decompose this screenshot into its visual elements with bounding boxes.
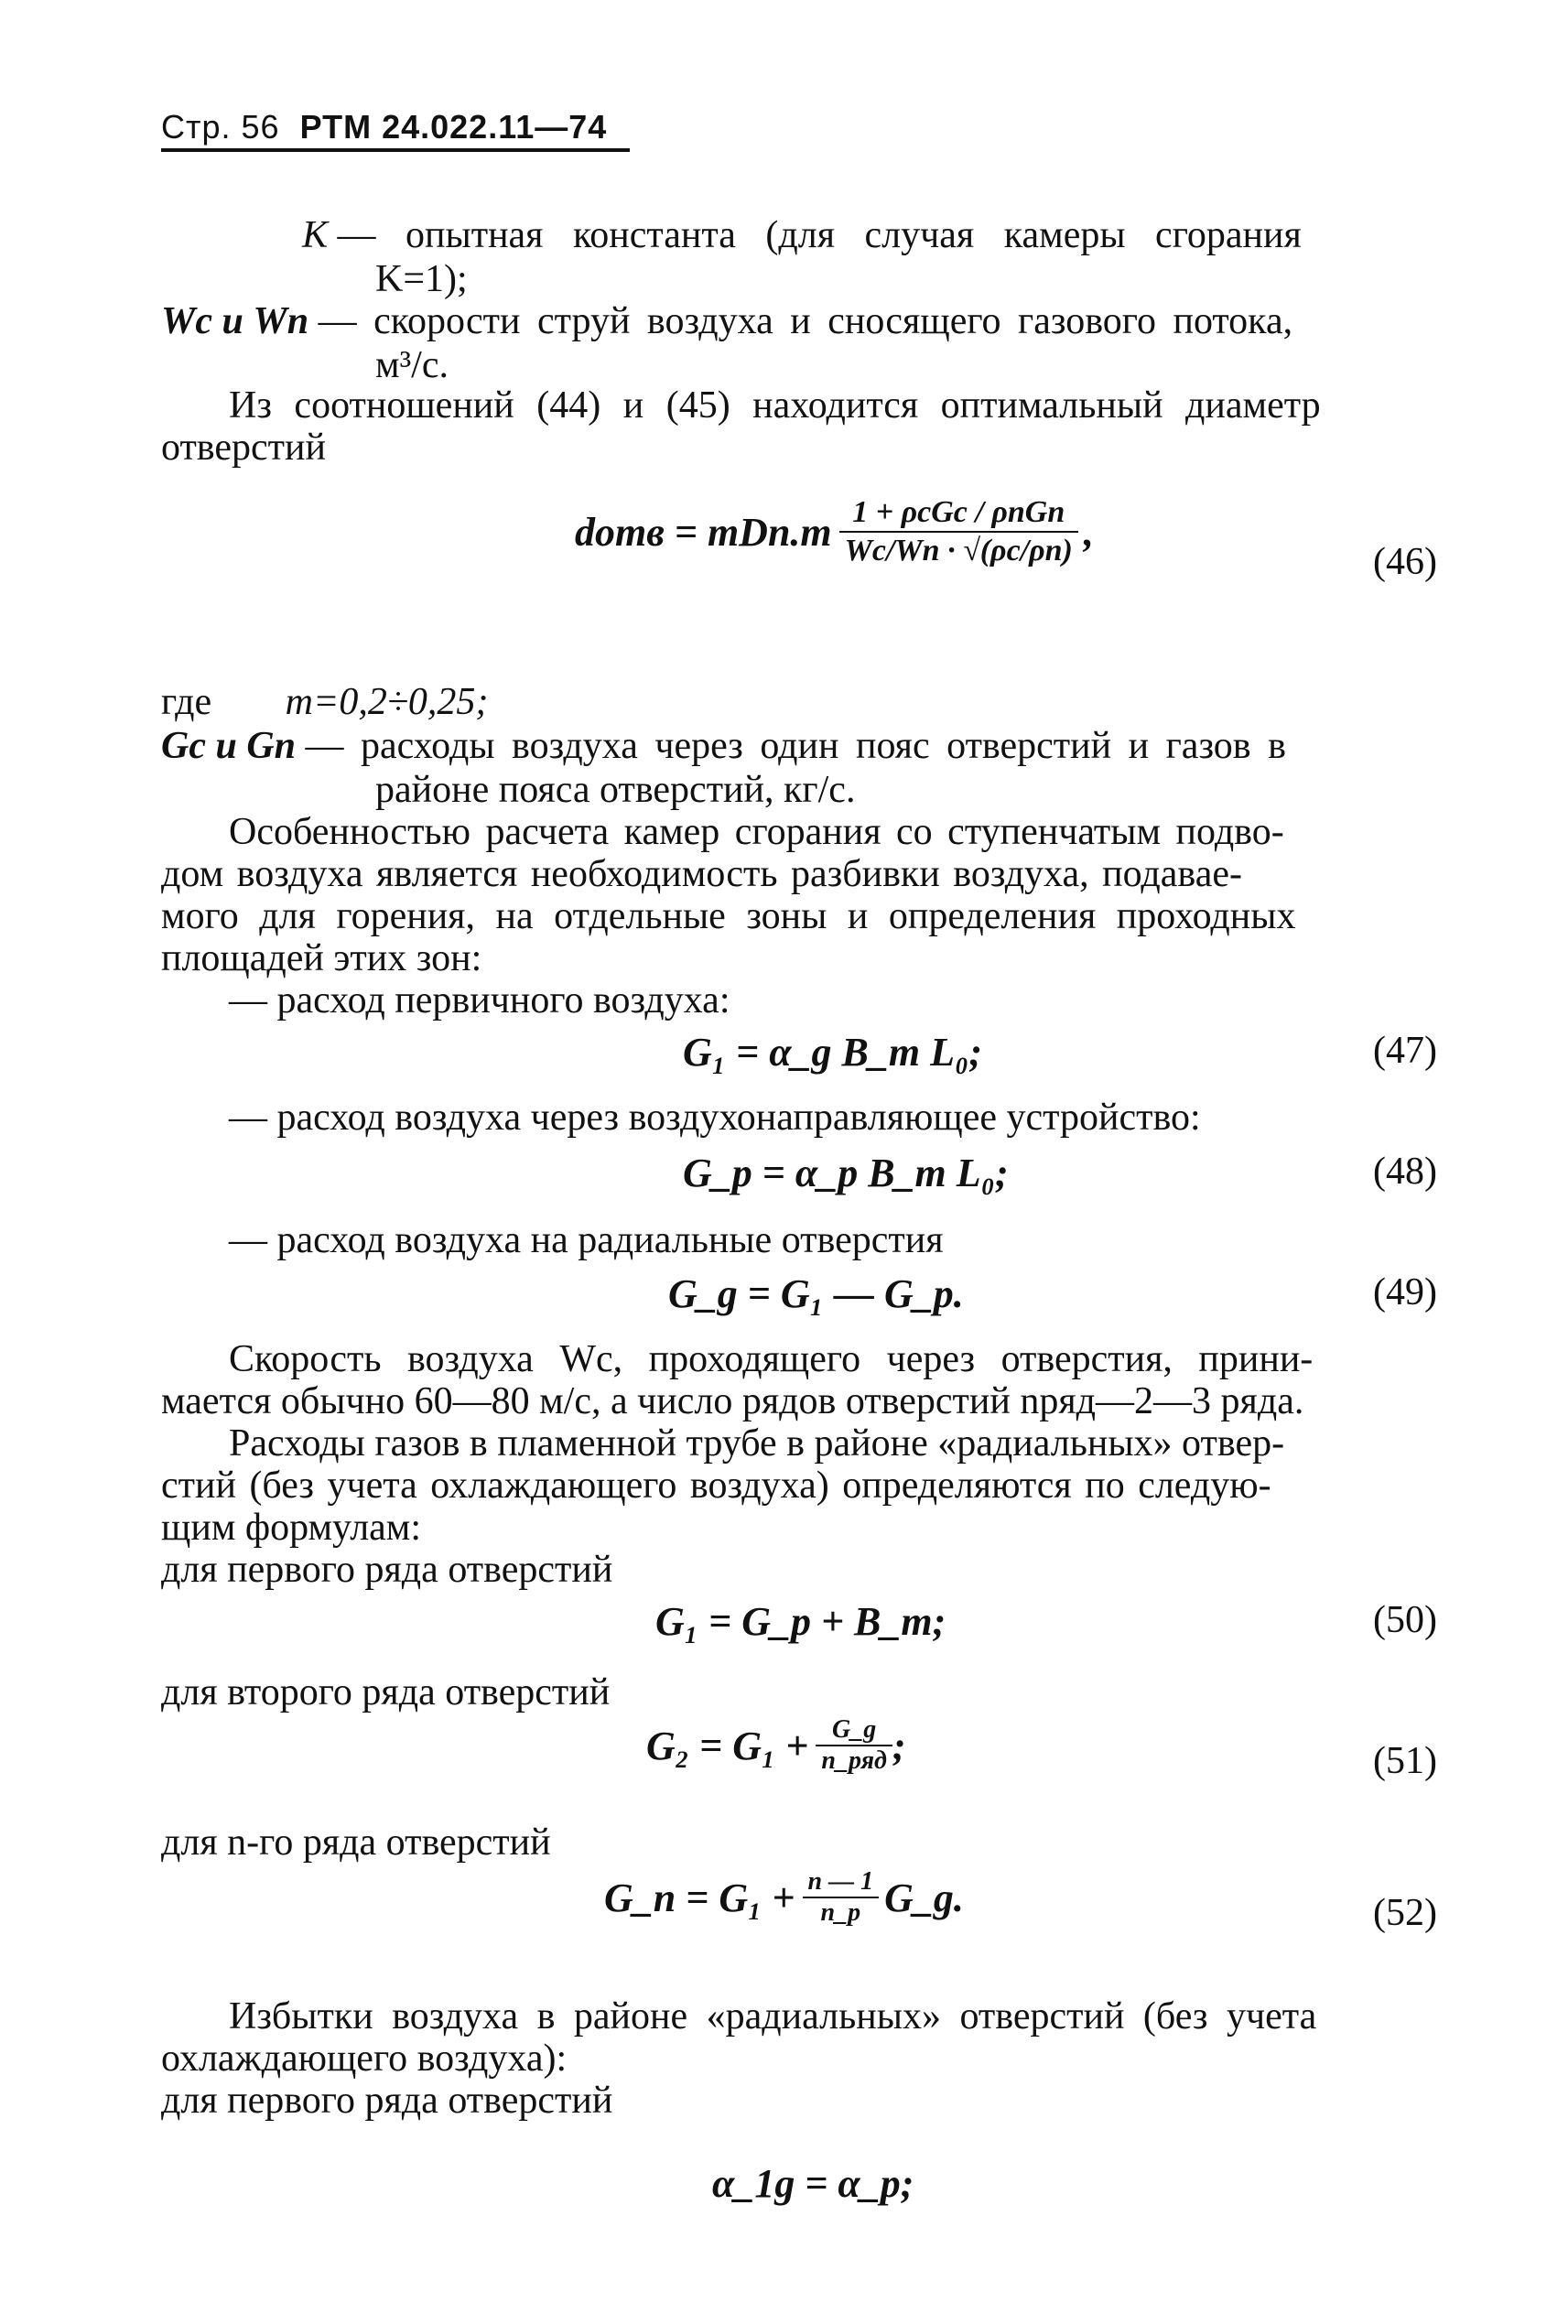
- eq46-numerator: 1 + ρcGc / ρпGп: [852, 495, 1065, 529]
- equation-48: G_p = α_p B_т L₀;: [683, 1151, 1009, 1195]
- eq49-number: (49): [1373, 1271, 1437, 1313]
- g-symbols: Gc и Gп: [161, 725, 297, 767]
- eq52-numerator: n — 1: [807, 1867, 874, 1896]
- page-label: Стр. 56: [161, 108, 280, 146]
- w-symbols: Wc и Wп: [161, 300, 309, 342]
- eq46-denominator: Wc/Wп · √(ρc/ρп): [844, 534, 1073, 567]
- equation-52: [604, 1867, 964, 1928]
- para2-line4: площадей этих зон:: [161, 937, 482, 979]
- w-text: — скорости струй воздуха и сносящего газового потока,: [318, 300, 1293, 342]
- para1-line1: Из соотношений (44) и (45) находится оптимальный диаметр: [229, 384, 1321, 427]
- eq46-number: (46): [1373, 541, 1437, 583]
- para5-line3: для первого ряда отверстий: [161, 2080, 613, 2122]
- def-k-line2: K=1);: [375, 258, 468, 300]
- eq51-tail: ;: [892, 1723, 906, 1768]
- para2-line1: Особенностью расчета камер сгорания со ступенчатым подво-: [229, 811, 1284, 853]
- para4-line4: для первого ряда отверстий: [161, 1549, 613, 1591]
- m-range: m=0,2÷0,25;: [285, 681, 489, 723]
- para2-line3: мого для горения, на отдельные зоны и определения проходных: [161, 895, 1296, 937]
- para4-line3: щим формулам:: [161, 1507, 422, 1549]
- para5-line1: Избытки воздуха в районе «радиальных» отверстий (без учета: [229, 1995, 1317, 2038]
- eq51-numerator: G_g: [832, 1715, 877, 1744]
- equation-51: [646, 1715, 906, 1776]
- equation-53: α_1g = α_p;: [712, 2161, 914, 2206]
- k-text: — опытная константа (для случая камеры сгорания: [337, 214, 1302, 256]
- equation-50: G₁ = G_p + B_т;: [655, 1599, 946, 1644]
- equation-47: G₁ = α_g B_т L₀;: [683, 1030, 982, 1075]
- eq50-number: (50): [1373, 1599, 1437, 1641]
- eq52-lhs: G_n = G₁ +: [604, 1875, 795, 1920]
- para4-line1: Расходы газов в пламенной трубе в районе «радиальных» отвер-: [229, 1422, 1285, 1465]
- eq46-fraction: [839, 494, 1078, 569]
- header-rule: [161, 148, 630, 152]
- eq47-number: (47): [1373, 1030, 1437, 1072]
- where-line3: районе пояса отверстий, кг/с.: [375, 769, 856, 811]
- para4-line2: стий (без учета охлаждающего воздуха) определяются по следую-: [161, 1465, 1271, 1507]
- item-radial-air: — расход воздуха на радиальные отверстия: [229, 1219, 944, 1261]
- eq51-denominator: n_ряд: [821, 1746, 887, 1775]
- para3-line1: Скорость воздуха Wc, проходящего через отверстия, прини-: [229, 1338, 1314, 1380]
- def-k-line1: [302, 212, 1302, 258]
- where-word: где: [161, 681, 212, 723]
- eq51-number: (51): [1373, 1740, 1437, 1782]
- eq48-number: (48): [1373, 1151, 1437, 1193]
- g-text: — расходы воздуха через один пояс отверстий и газов в: [305, 725, 1286, 767]
- eq52-denominator: n_p: [820, 1898, 861, 1927]
- eq52-fraction: [803, 1867, 880, 1928]
- eq46-lhs: dотв = mDп.т: [575, 509, 832, 555]
- para3-line2: мается обычно 60—80 м/с, а число рядов отверстий nряд—2—3 ряда.: [161, 1380, 1304, 1422]
- def-w-line2: м³/с.: [375, 344, 449, 386]
- def-w-line1: [161, 298, 1292, 344]
- equation-46: dотв = mDп.т $\frac{\text{1 + ρcGc / ρпGп}}{Wc/Wп \cdot √(\rho c/\rho п)}$ ,: [575, 495, 1094, 567]
- where-line1: [161, 679, 488, 725]
- where-line2: [161, 723, 1286, 769]
- item-primary-air: — расход первичного воздуха:: [229, 979, 730, 1021]
- eq51-lhs: G₂ = G₁ +: [646, 1723, 809, 1768]
- para5-line2: охлаждающего воздуха):: [161, 2038, 568, 2080]
- equation-49: G_g = G₁ — G_p.: [668, 1271, 964, 1316]
- row2-label: для второго ряда отверстий: [161, 1671, 611, 1713]
- k-symbol: K: [302, 214, 329, 256]
- rown-label: для n-го ряда отверстий: [161, 1821, 551, 1864]
- page-header: [161, 108, 607, 146]
- eq52-tail: G_g.: [884, 1875, 964, 1920]
- para1-line2: отверстий: [161, 427, 326, 469]
- eq51-fraction: [816, 1715, 892, 1776]
- para2-line2: дом воздуха является необходимость разбивки воздуха, подавае-: [161, 853, 1242, 895]
- eq52-number: (52): [1373, 1892, 1437, 1934]
- item-guide-air: — расход воздуха через воздухонаправляющее устройство:: [229, 1097, 1201, 1139]
- doc-code: РТМ 24.022.11—74: [299, 108, 608, 146]
